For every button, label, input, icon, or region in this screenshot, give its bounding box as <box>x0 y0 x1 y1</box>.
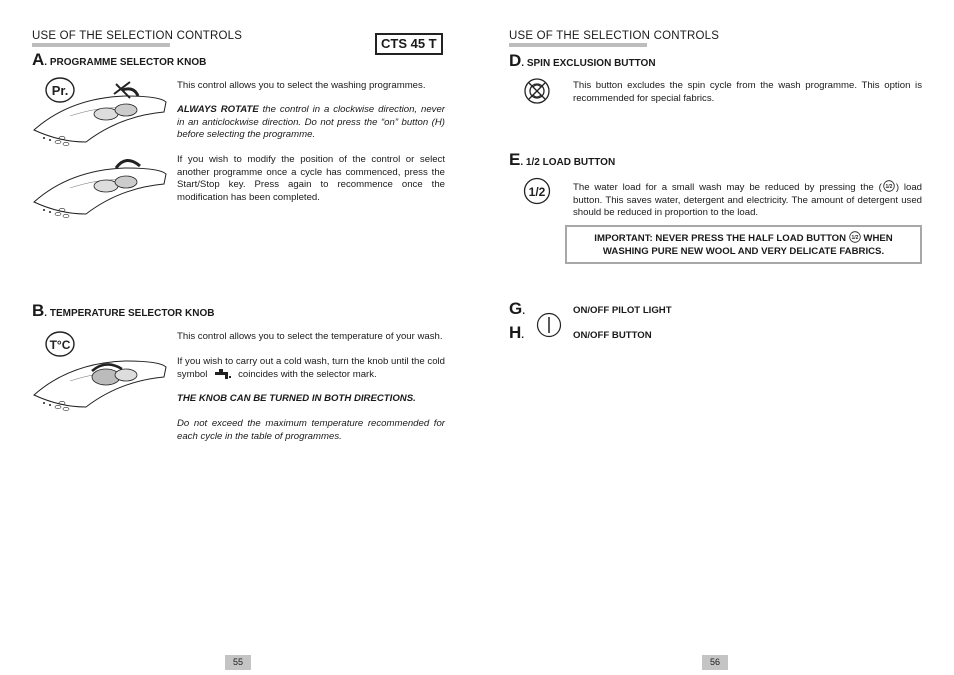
section-e-text-before: The water load for a small wash may be reduced by pressing the ( <box>573 182 882 193</box>
page-header: USE OF THE SELECTION CONTROLS <box>509 30 720 42</box>
control-panel-illustration-1 <box>30 80 170 150</box>
section-e-text <box>573 180 922 220</box>
section-d-title <box>509 51 656 71</box>
section-a-heading: . PROGRAMME SELECTOR KNOB <box>44 57 207 68</box>
section-a-paragraph-2-rest: the control in a clockwise direction, never in an anticlockwise direction. Do not press the “on” button (H) before selecting the programme. <box>177 104 445 140</box>
section-g-title <box>509 299 525 319</box>
section-d-heading: . SPIN EXCLUSION BUTTON <box>521 58 656 69</box>
section-a-paragraph-1: This control allows you to select the washing programmes. <box>177 80 426 91</box>
section-g-letter: G <box>509 299 523 318</box>
control-panel-illustration-3 <box>30 345 170 415</box>
warning-text-before: IMPORTANT: NEVER PRESS THE HALF LOAD BUTTON <box>594 233 847 244</box>
section-h-title <box>509 323 524 343</box>
pilot-light-label: ON/OFF PILOT LIGHT <box>573 305 672 316</box>
half-load-icon <box>523 177 551 205</box>
half-load-inline-icon <box>883 180 895 192</box>
half-load-icon-label: 1/2 <box>528 185 546 199</box>
svg-text:1/2: 1/2 <box>851 235 859 242</box>
section-a-title <box>32 50 206 70</box>
section-b-paragraph-2-after: coincides with the selector mark. <box>238 368 377 380</box>
header-underline <box>509 43 647 47</box>
section-a-paragraph-3: If you wish to modify the position of the control or select another programme once a cycle has commenced, press the Start/Stop key. Press again to recommence once the modification has been completed. <box>177 154 445 203</box>
section-b-paragraph-3: THE KNOB CAN BE TURNED IN BOTH DIRECTIONS. <box>177 393 416 404</box>
temperature-icon-label: T°C <box>49 338 71 352</box>
page-header: USE OF THE SELECTION CONTROLS <box>32 30 243 42</box>
section-b-title <box>32 301 214 321</box>
cold-tap-icon <box>214 369 234 380</box>
section-b-letter: B <box>32 301 45 320</box>
section-e-letter: E <box>509 150 521 169</box>
spin-exclusion-icon <box>523 77 551 105</box>
power-icon <box>536 312 562 338</box>
section-b-paragraph-2-before: If you wish to carry out a cold wash, turn the knob until the cold symbol <box>177 356 445 380</box>
section-e-title <box>509 150 615 170</box>
section-a-paragraph-2 <box>177 104 445 142</box>
programme-icon-label: Pr. <box>51 83 69 98</box>
section-d-text: This button excludes the spin cycle from the wash programme. This option is recommended for special fabrics. <box>573 80 922 104</box>
warning-text-after: WHEN WASHING PURE NEW WOOL AND VERY DELICATE FABRICS. <box>602 233 893 257</box>
section-a-letter: A <box>32 50 45 69</box>
section-b-paragraph-4: Do not exceed the maximum temperature recommended for each cycle in the table of programmes. <box>177 418 445 442</box>
header-underline <box>32 43 170 47</box>
section-b-paragraph-2 <box>177 356 445 381</box>
right-page <box>477 0 954 675</box>
svg-text:1/2: 1/2 <box>885 184 893 191</box>
half-load-warning-icon <box>849 231 861 243</box>
control-panel-illustration-2 <box>30 152 170 222</box>
page-number: 55 <box>225 655 251 670</box>
section-e-text-after: ) load button. This saves water, detergent and electricity. The amount of detergent used should be reduced in proportion to the load. <box>573 182 922 218</box>
section-g-suffix: . <box>522 306 526 317</box>
model-label: CTS 45 T <box>375 33 443 55</box>
page-number: 56 <box>702 655 728 670</box>
section-e-heading: . 1/2 LOAD BUTTON <box>520 157 616 168</box>
always-rotate-emphasis: ALWAYS ROTATE <box>177 104 259 115</box>
on-off-button-label: ON/OFF BUTTON <box>573 330 652 341</box>
section-h-suffix: . <box>521 330 525 341</box>
section-b-paragraph-1: This control allows you to select the temperature of your wash. <box>177 331 443 342</box>
section-h-letter: H <box>509 323 522 342</box>
section-b-heading: . TEMPERATURE SELECTOR KNOB <box>44 308 215 319</box>
half-load-warning <box>565 225 922 264</box>
section-d-letter: D <box>509 51 522 70</box>
